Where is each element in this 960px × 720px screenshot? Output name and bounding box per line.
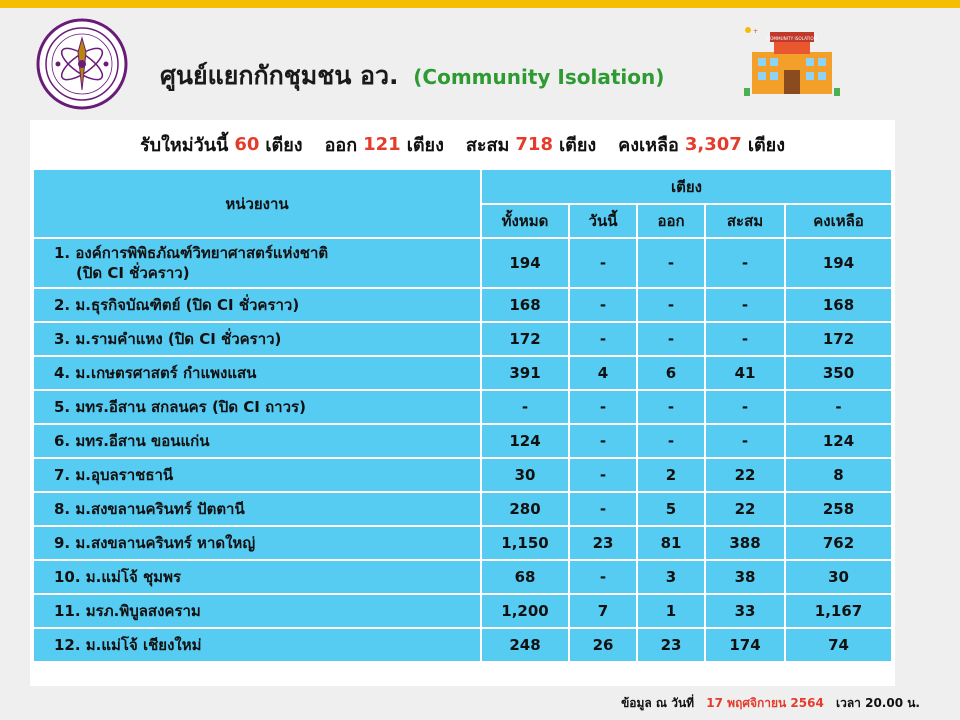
col-header-total: ทั้งหมด (482, 205, 568, 237)
org-name: 10. ม.แม่โจ้ ชุมพร (34, 561, 480, 593)
cell-today: - (570, 391, 636, 423)
top-accent-stripe (0, 0, 960, 8)
svg-text:+: + (753, 28, 759, 35)
cell-remaining: 124 (786, 425, 891, 457)
org-name: 9. ม.สงขลานครินทร์ หาดใหญ่ (34, 527, 480, 559)
cell-out: 2 (638, 459, 704, 491)
cell-cumulative: - (706, 323, 784, 355)
cell-today: 23 (570, 527, 636, 559)
cell-total: 68 (482, 561, 568, 593)
cell-out: 6 (638, 357, 704, 389)
summary-cumulative-value: 718 (515, 133, 553, 155)
org-name: 8. ม.สงขลานครินทร์ ปัตตานี (34, 493, 480, 525)
cell-out: 23 (638, 629, 704, 661)
beds-column-header: เตียง (482, 170, 891, 203)
cell-today: - (570, 459, 636, 491)
table-row (34, 239, 891, 287)
table-row (34, 391, 891, 423)
summary-new-value: 60 (234, 133, 260, 155)
cell-out: - (638, 289, 704, 321)
cell-out: - (638, 425, 704, 457)
cell-total: - (482, 391, 568, 423)
content-panel (30, 120, 895, 686)
cell-cumulative: 41 (706, 357, 784, 389)
cell-cumulative: 38 (706, 561, 784, 593)
summary-remaining-unit: เตียง (747, 134, 785, 156)
table-row (34, 425, 891, 457)
summary-out-label: ออก (324, 134, 358, 156)
cell-total: 391 (482, 357, 568, 389)
daily-summary (30, 120, 895, 168)
cell-out: 5 (638, 493, 704, 525)
cell-total: 1,150 (482, 527, 568, 559)
cell-out: - (638, 391, 704, 423)
col-header-out: ออก (638, 205, 704, 237)
summary-cumulative-label: สะสม (465, 134, 510, 156)
cell-cumulative: 174 (706, 629, 784, 661)
cell-total: 194 (482, 239, 568, 287)
summary-remaining-value: 3,307 (684, 133, 742, 155)
cell-remaining: 168 (786, 289, 891, 321)
org-name: 5. มทร.อีสาน สกลนคร (ปิด CI ถาวร) (34, 391, 480, 423)
table-row (34, 289, 891, 321)
summary-out-value: 121 (363, 133, 401, 155)
col-header-cumulative: สะสม (706, 205, 784, 237)
page-title-english: (Community Isolation) (413, 65, 665, 89)
table-row (34, 629, 891, 661)
cell-today: - (570, 239, 636, 287)
cell-total: 280 (482, 493, 568, 525)
org-name: 3. ม.รามคำแหง (ปิด CI ชั่วคราว) (34, 323, 480, 355)
cell-cumulative: 388 (706, 527, 784, 559)
building-sign-text: COMMUNITY ISOLATION (767, 36, 817, 41)
table-row (34, 323, 891, 355)
cell-today: - (570, 425, 636, 457)
cell-cumulative: 22 (706, 459, 784, 491)
cell-today: - (570, 323, 636, 355)
col-header-today: วันนี้ (570, 205, 636, 237)
cell-total: 168 (482, 289, 568, 321)
table-row (34, 357, 891, 389)
cell-total: 30 (482, 459, 568, 491)
cell-cumulative: - (706, 425, 784, 457)
org-name: 12. ม.แม่โจ้ เชียงใหม่ (34, 629, 480, 661)
org-column-header: หน่วยงาน (34, 170, 480, 237)
cell-cumulative: 33 (706, 595, 784, 627)
cell-total: 124 (482, 425, 568, 457)
cell-remaining: 1,167 (786, 595, 891, 627)
table-row (34, 493, 891, 525)
cell-cumulative: - (706, 239, 784, 287)
cell-remaining: 762 (786, 527, 891, 559)
cell-out: - (638, 239, 704, 287)
org-name: 7. ม.อุบลราชธานี (34, 459, 480, 491)
beds-table (32, 168, 893, 663)
timestamp-prefix: ข้อมูล ณ วันที่ (621, 696, 695, 710)
org-name: 1. องค์การพิพิธภัณฑ์วิทยาศาสตร์แห่งชาติ (ปิด CI ชั่วคราว) (34, 239, 480, 287)
cell-today: 26 (570, 629, 636, 661)
cell-remaining: 194 (786, 239, 891, 287)
cell-out: 81 (638, 527, 704, 559)
cell-remaining: 172 (786, 323, 891, 355)
org-name: 6. มทร.อีสาน ขอนแก่น (34, 425, 480, 457)
cell-remaining: - (786, 391, 891, 423)
cell-out: - (638, 323, 704, 355)
cell-cumulative: - (706, 391, 784, 423)
community-isolation-building-icon (744, 26, 840, 96)
summary-cumulative-unit: เตียง (558, 134, 597, 156)
cell-total: 248 (482, 629, 568, 661)
summary-new-label: รับใหม่วันนี้ (140, 134, 229, 156)
cell-remaining: 8 (786, 459, 891, 491)
cell-out: 1 (638, 595, 704, 627)
cell-today: - (570, 289, 636, 321)
cell-today: 4 (570, 357, 636, 389)
table-row (34, 459, 891, 491)
cell-remaining: 258 (786, 493, 891, 525)
cell-remaining: 30 (786, 561, 891, 593)
cell-total: 1,200 (482, 595, 568, 627)
table-row (34, 595, 891, 627)
org-name: 4. ม.เกษตรศาสตร์ กำแพงแสน (34, 357, 480, 389)
org-name: 2. ม.ธุรกิจบัณฑิตย์ (ปิด CI ชั่วคราว) (34, 289, 480, 321)
cell-remaining: 74 (786, 629, 891, 661)
table-row (34, 527, 891, 559)
data-timestamp (621, 694, 920, 713)
timestamp-date: 17 พฤศจิกายน 2564 (706, 696, 824, 710)
table-row (34, 561, 891, 593)
org-name: 11. มรภ.พิบูลสงคราม (34, 595, 480, 627)
summary-out-unit: เตียง (406, 134, 444, 156)
col-header-remaining: คงเหลือ (786, 205, 891, 237)
cell-today: - (570, 561, 636, 593)
ministry-seal-logo (36, 18, 128, 110)
cell-remaining: 350 (786, 357, 891, 389)
cell-today: - (570, 493, 636, 525)
cell-total: 172 (482, 323, 568, 355)
cell-cumulative: 22 (706, 493, 784, 525)
summary-new-unit: เตียง (265, 134, 303, 156)
page-title-thai: ศูนย์แยกกักชุมชน อว. (160, 61, 399, 90)
cell-out: 3 (638, 561, 704, 593)
summary-remaining-label: คงเหลือ (618, 134, 679, 156)
cell-cumulative: - (706, 289, 784, 321)
page-title (160, 56, 664, 96)
cell-today: 7 (570, 595, 636, 627)
timestamp-time: เวลา 20.00 น. (835, 696, 920, 710)
